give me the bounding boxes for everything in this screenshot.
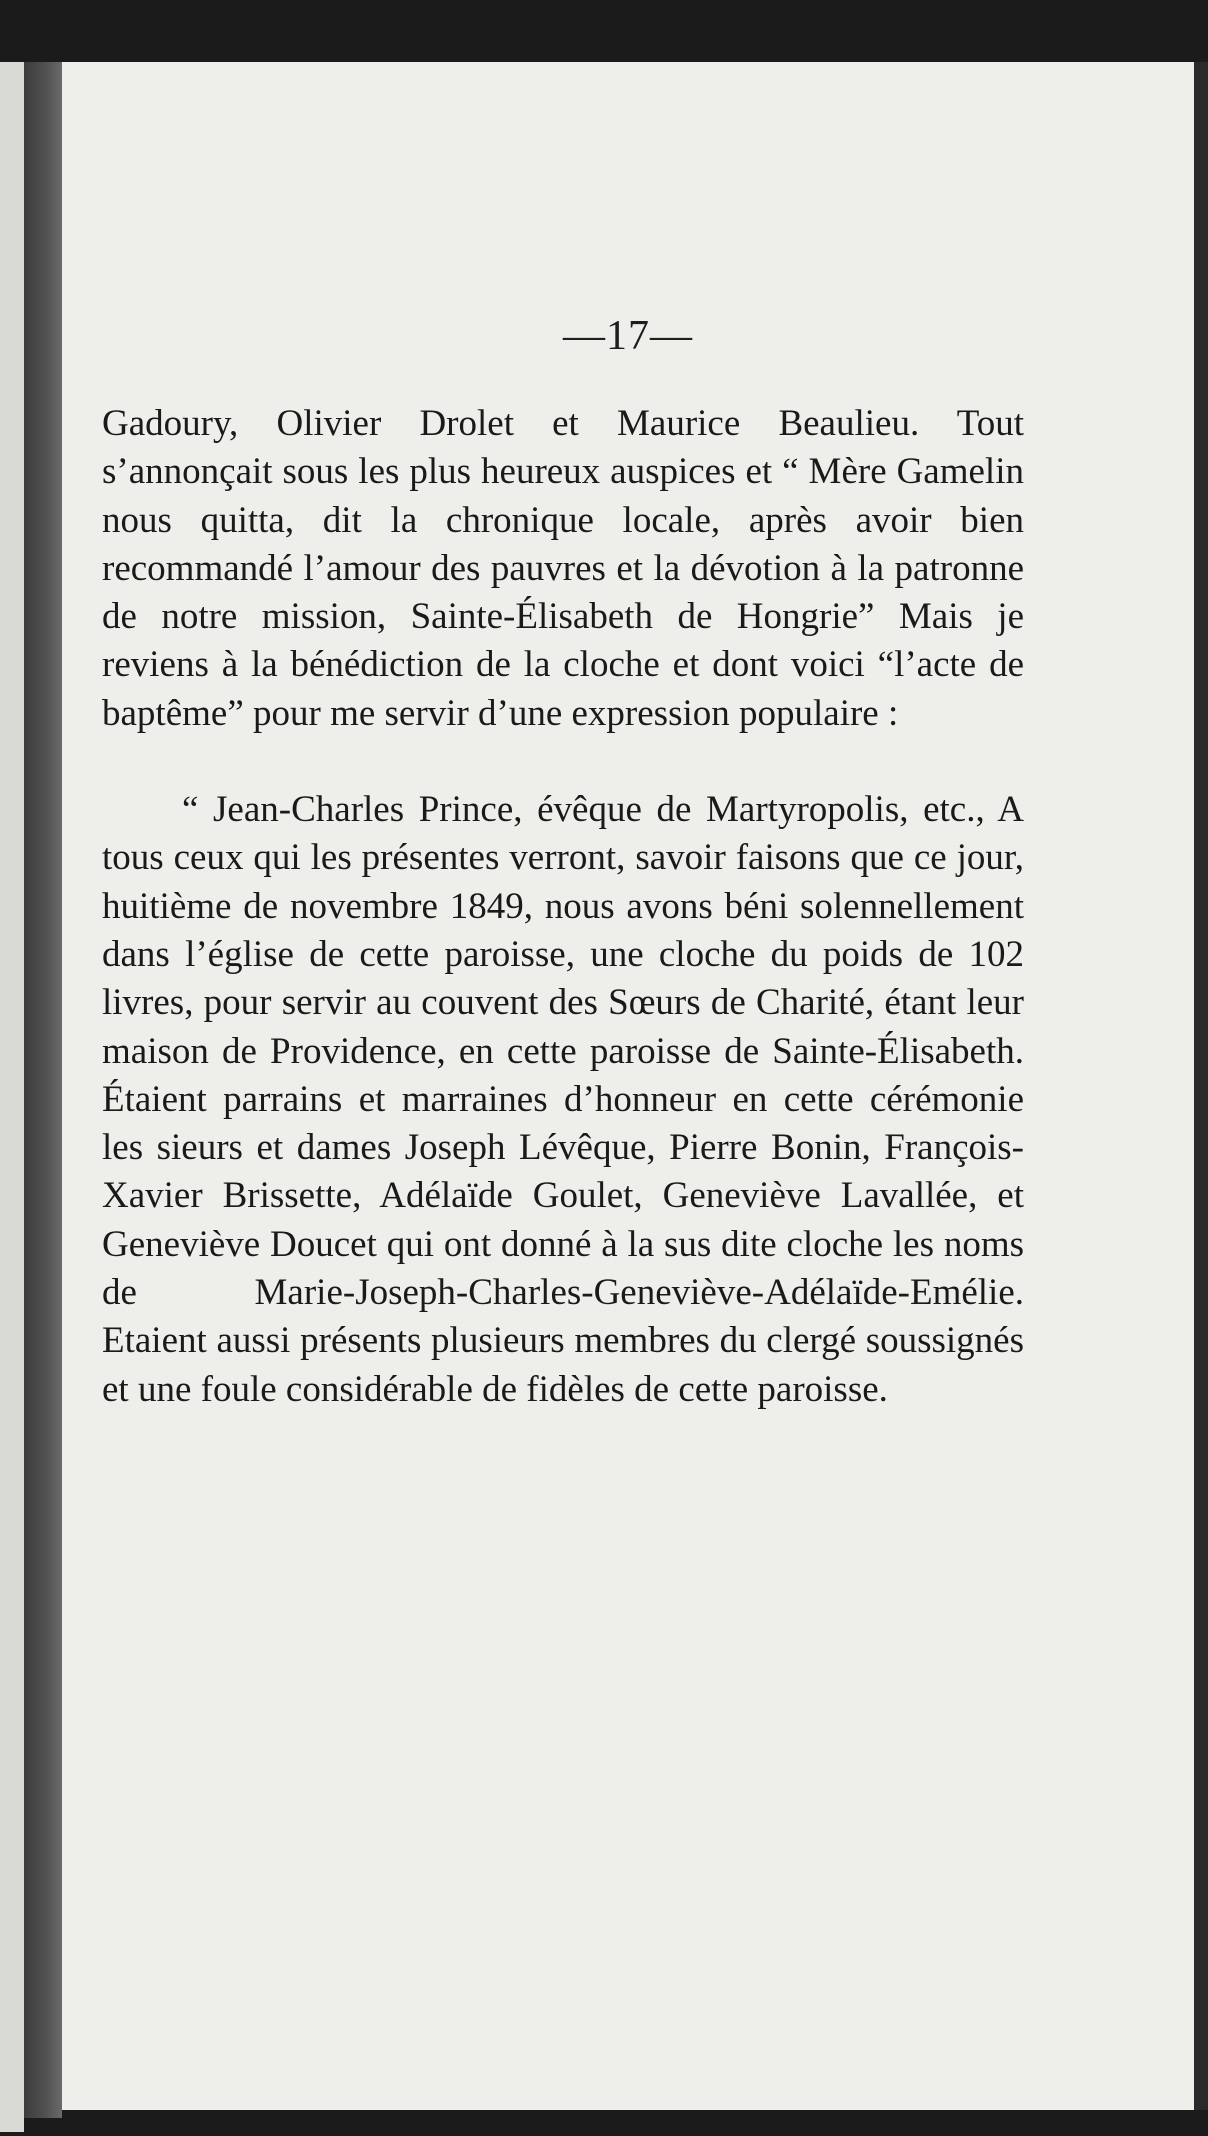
book-spine-edge <box>24 62 62 2118</box>
scan-left-margin <box>0 62 24 2132</box>
scan-right-edge <box>1194 62 1208 2110</box>
paragraph-1: Gadoury, Olivier Drolet et Maurice Beaulieu. Tout s’annonçait sous les plus heureux auspices et “ Mère Gamelin nous quitta, dit la chronique locale, après avoir bien recommandé l’amour des pauvres et la dévotion à la patronne de notre mission, Sainte-Élisabeth de Hongrie” Mais je reviens à la bénédiction de la cloche et dont voici “l’acte de baptême” pour me servir d’une expression populaire : <box>102 403 1024 734</box>
book-page <box>62 62 1194 2110</box>
page-number: —17— <box>563 313 693 359</box>
body-text <box>102 400 1024 1414</box>
paragraph-2: “ Jean-Charles Prince, évêque de Martyropolis, etc., A tous ceux qui les présentes verront, savoir faisons que ce jour, huitième de novembre 1849, nous avons béni solennellement dans l’église de cette paroisse, une cloche du poids de 102 livres, pour servir au couvent des Sœurs de Charité, étant leur maison de Providence, en cette paroisse de Sainte-Élisabeth. Étaient parrains et marraines d’honneur en cette cérémonie les sieurs et dames Joseph Lévêque, Pierre Bonin, François-Xavier Brissette, Adélaïde Goulet, Geneviève Lavallée, et Geneviève Doucet qui ont donné à la sus dite cloche les noms de Marie-Joseph-Charles-Geneviève-Adélaïde-Emélie. Etaient aussi présents plusieurs membres du clergé soussignés et une foule considérable de fidèles de cette paroisse. <box>102 789 1024 1410</box>
